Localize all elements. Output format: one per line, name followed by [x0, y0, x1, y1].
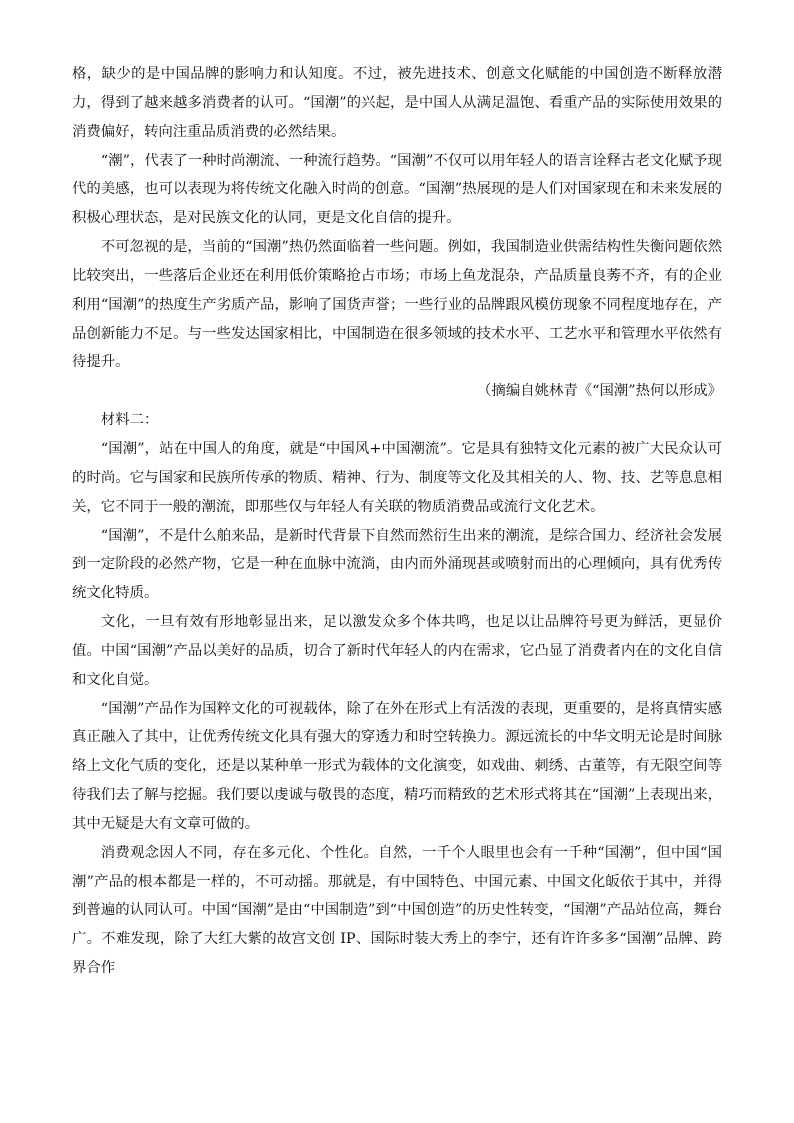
material-two-heading: 材料二：	[100, 412, 159, 429]
paragraph-culture: 文化，一旦有效有形地彰显出来，足以激发众多个体共鸣，也足以让品牌符号更为鲜活，更显价值。中国“国潮”产品以美好的品质，切合了新时代年轻人的内在需求，它凸显了消费者内在的文化自信和文化自觉。	[72, 614, 722, 688]
paragraph-continuation: 格，缺少的是中国品牌的影响力和认知度。不过，被先进技术、创意文化赋能的中国创造不断释放潜力，得到了越来越多消费者的认可。“国潮”的兴起，是中国人从满足温饱、看重产品的实际使用效果的消费偏好，转向注重品质消费的必然结果。	[72, 66, 722, 140]
paragraph-chao-trend: “潮”，代表了一种时尚潮流、一种流行趋势。“国潮”不仅可以用年轻人的语言诠释古老文化赋予现代的美感，也可以表现为将传统文化融入时尚的创意。“国潮”热展现的是人们对国家现在和未来发展的积极心理状态，是对民族文化的认同，更是文化自信的提升。	[72, 152, 722, 227]
source-citation: （摘编自姚林青《“国潮”热何以形成》	[477, 383, 722, 400]
paragraph-problems: 不可忽视的是，当前的“国潮”热仍然面临着一些问题。例如，我国制造业供需结构性失衡问题依然比较突出，一些落后企业还在利用低价策略抢占市场；市场上鱼龙混杂，产品质量良莠不齐，有的企业利用“国潮”的热度生产劣质产品，影响了国货声誉；一些行业的品牌跟风模仿现象不同程度地存在，产品创新能力不足。与一些发达国家相比，中国制造在很多领域的技术水平、工艺水平和管理水平依然有待提升。	[72, 239, 722, 371]
paragraph-not-imported: “国潮”，不是什么舶来品，是新时代背景下自然而然衍生出来的潮流，是综合国力、经济社会发展到一定阶段的必然产物，它是一种在血脉中流淌，由内而外涌现甚或喷射而出的心理倾向，具有优秀传统文化特质。	[72, 527, 722, 602]
paragraph-carrier: “国潮”产品作为国粹文化的可视载体，除了在外在形式上有活泼的表现，更重要的，是将真情实感真正融入了其中，让优秀传统文化具有强大的穿透力和时空转换力。源远流长的中华文明无论是时间脉络上文化气质的变化，还是以某种单一形式为载体的文化演变，如戏曲、刺绣、古董等，有无限空间等待我们去了解与挖掘。我们要以虔诚与敬畏的态度，精巧而精致的艺术形式将其在“国潮”上表现出来，其中无疑是大有文章可做的。	[72, 700, 722, 832]
paragraph-consumption: 消费观念因人不同，存在多元化、个性化。自然，一千个人眼里也会有一千种“国潮”，但中国“国潮”产品的根本都是一样的，不可动摇。那就是，有中国特色、中国元素、中国文化皈依于其中，并得到普遍的认同认可。中国“国潮”是由“中国制造”到“中国创造”的历史性转变，“国潮”产品站位高，舞台广。不难发现，除了大红大紫的故宫文创 IP、国际时装大秀上的李宁，还有许许多多“国潮”品牌、跨界合作	[72, 844, 722, 977]
document-body	[72, 60, 722, 983]
paragraph-definition: “国潮”，站在中国人的角度，就是“中国风+中国潮流”。它是具有独特文化元素的被广大民众认可的时尚。它与国家和民族所传承的物质、精神、行为、制度等文化及其相关的人、物、技、艺等息息相关，它不同于一般的潮流，即那些仅与年轻人有关联的物质消费品或流行文化艺术。	[72, 440, 722, 515]
